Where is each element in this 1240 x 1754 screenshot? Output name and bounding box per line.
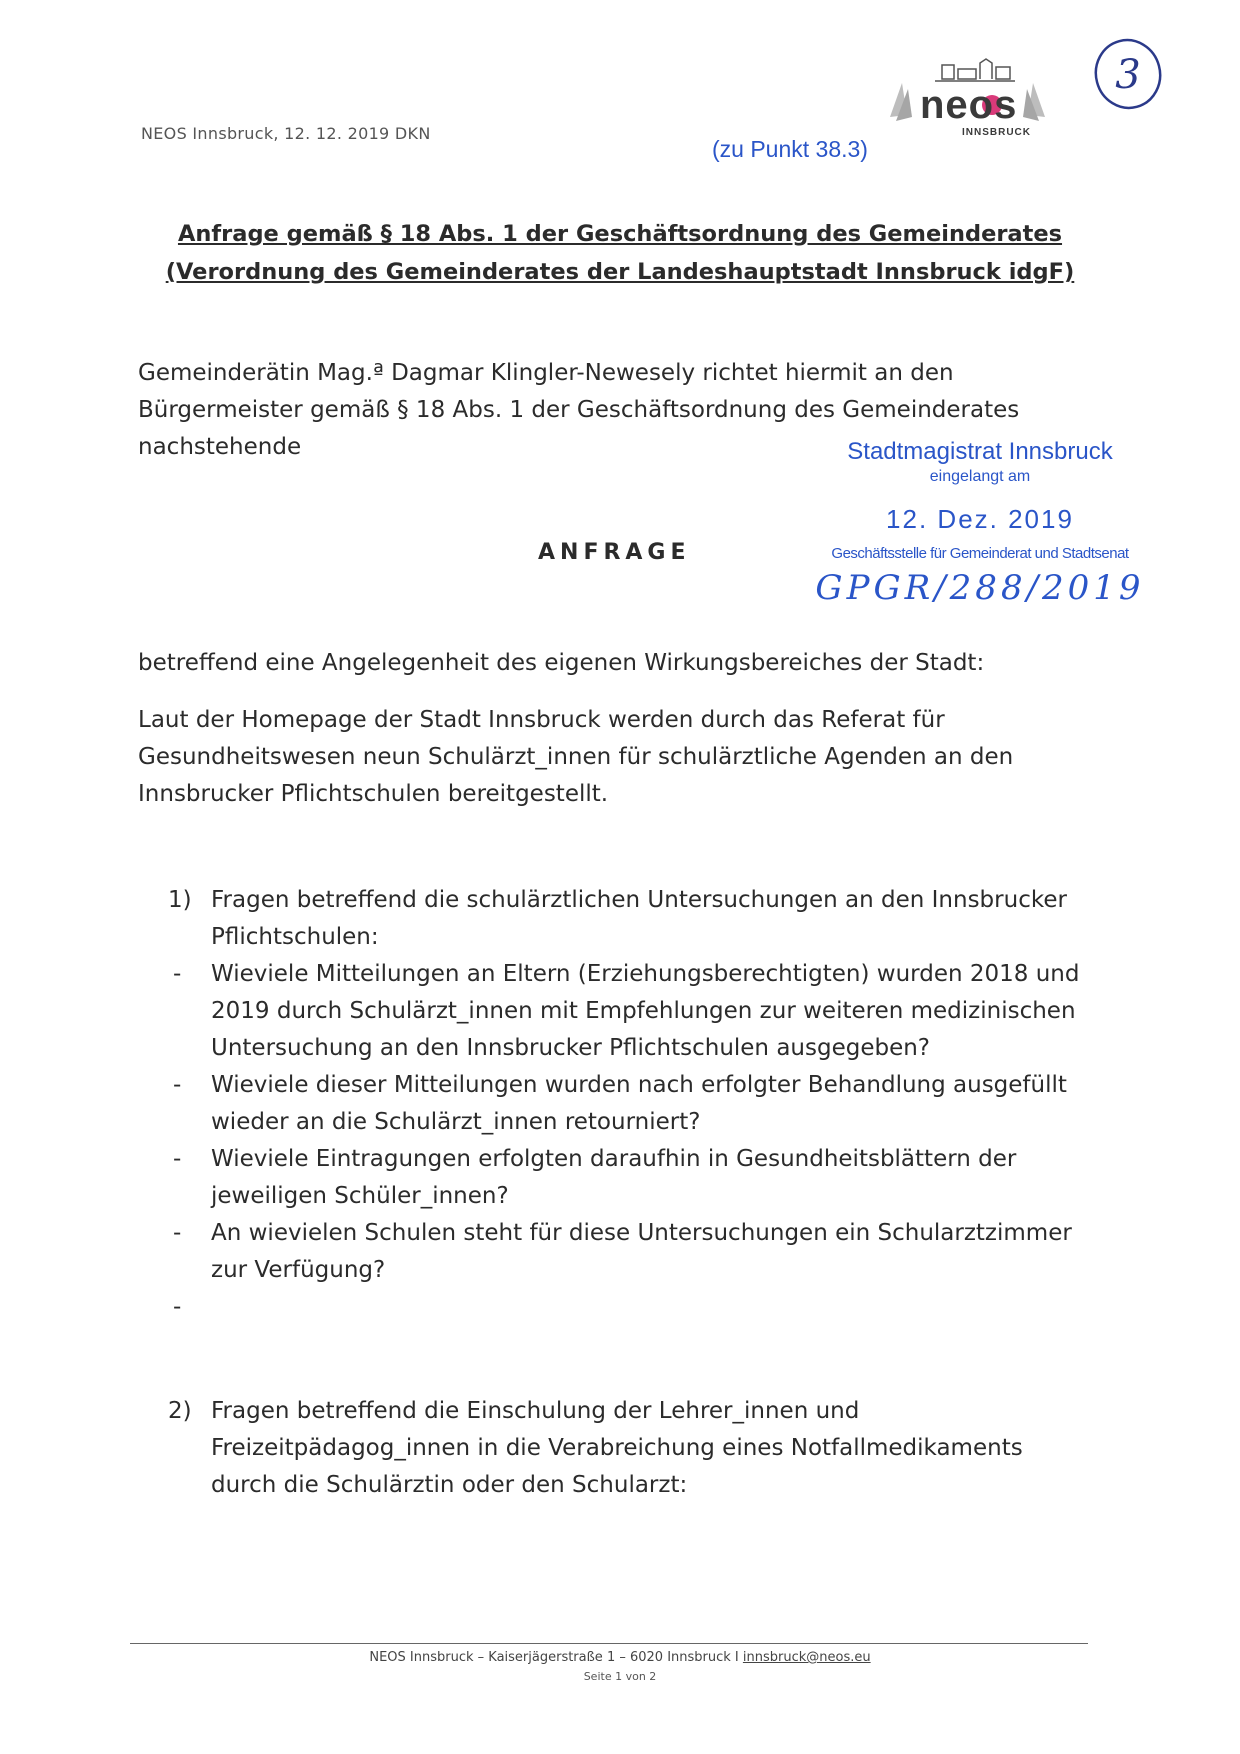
bullet-line: 2019 durch Schulärzt_innen mit Empfehlungen zur weiteren medizinischen [211,998,1076,1024]
logo-subtitle: INNSBRUCK [962,127,1031,138]
stamp-received-label: eingelangt am [929,468,1031,485]
question-line: Pflichtschulen: [211,924,379,950]
list-item-empty [168,1289,1088,1326]
intro-line: Bürgermeister gemäß § 18 Abs. 1 der Geschäftsordnung des Gemeinderates [138,397,1020,423]
intro-line: Gemeinderätin Mag.ª Dagmar Klingler-Newesely richtet hiermit an den [138,360,954,386]
document-title-line-2: (Verordnung des Gemeinderates der Landeshauptstadt Innsbruck idgF) [165,259,1075,285]
context-line: Gesundheitswesen neun Schulärzt_innen für schulärztliche Agenden an den [138,744,1014,770]
footer-page-number: Seite 1 von 2 [583,1670,657,1683]
question-2-heading [168,1393,1088,1504]
question-number: 1) [168,887,192,913]
intro-line: nachstehende [138,434,302,460]
question-line: Fragen betreffend die Einschulung der Lehrer_innen und [211,1398,860,1424]
bullet-line: zur Verfügung? [211,1257,386,1283]
bullet-line: An wievielen Schulen steht für diese Untersuchungen ein Schularztzimmer [211,1220,1072,1246]
context-paragraph [138,702,1098,813]
bullet-dash: - [173,1072,182,1098]
question-1-block [168,882,1088,1326]
question-1-heading [168,882,1088,956]
header-date-line: NEOS Innsbruck, 12. 12. 2019 DKN [141,124,431,143]
subject-line: betreffend eine Angelegenheit des eigenen Wirkungsbereiches der Stadt: [138,650,985,676]
bullet-line: Untersuchung an den Innsbrucker Pflichtschulen ausgegeben? [211,1035,931,1061]
logo-wordmark: neos [920,83,1018,127]
list-item [168,1141,1088,1215]
stamp-reference-number: GPGR/288/2019 [815,568,1145,608]
bullet-dash: - [173,1294,182,1320]
bullet-dash: - [173,961,182,987]
question-line: durch die Schulärztin oder den Schularzt: [211,1472,688,1498]
stamp-department: Geschäftsstelle für Gemeinderat und Stadtsenat [831,545,1129,562]
footer-email-link[interactable]: innsbruck@neos.eu [742,1650,871,1665]
bullet-line: jeweiligen Schüler_innen? [211,1183,509,1209]
stamp-office: Stadtmagistrat Innsbruck [847,438,1113,465]
list-item [168,956,1088,1067]
list-item [168,1067,1088,1141]
question-line: Freizeitpädagog_innen in die Verabreichung eines Notfallmedikaments [211,1435,1023,1461]
context-line: Laut der Homepage der Stadt Innsbruck werden durch das Referat für [138,707,945,733]
question-number: 2) [168,1398,192,1424]
footer-address [0,1650,1240,1665]
list-item [168,1215,1088,1289]
bullet-dash: - [173,1146,182,1172]
neos-logo [880,55,1055,145]
bullet-dash: - [173,1220,182,1246]
anfrage-heading: ANFRAGE [538,540,691,565]
question-line: Fragen betreffend die schulärztlichen Untersuchungen an den Innsbrucker [211,887,1067,913]
bullet-line: Wieviele dieser Mitteilungen wurden nach erfolgter Behandlung ausgefüllt [211,1072,1067,1098]
bullet-line: wieder an die Schulärzt_innen retourniert? [211,1109,701,1135]
footer-divider [130,1643,1088,1644]
agenda-note: (zu Punkt 38.3) [712,136,868,162]
circled-number-icon [1088,30,1168,114]
context-line: Innsbrucker Pflichtschulen bereitgestellt. [138,781,609,807]
page-marker-number: 3 [1115,52,1141,98]
bullet-line: Wieviele Eintragungen erfolgten daraufhin in Gesundheitsblättern der [211,1146,1017,1172]
document-title-line-1: Anfrage gemäß § 18 Abs. 1 der Geschäftsordnung des Gemeinderates [177,221,1063,247]
stamp-date: 12. Dez. 2019 [886,504,1074,534]
handwritten-page-marker [1088,30,1168,114]
footer-address-text: NEOS Innsbruck – Kaiserjägerstraße 1 – 6020 Innsbruck I [369,1650,739,1665]
question-2-block [168,1393,1088,1504]
received-stamp [800,438,1160,608]
bullet-line: Wieviele Mitteilungen an Eltern (Erziehungsberechtigten) wurden 2018 und [211,961,1080,987]
